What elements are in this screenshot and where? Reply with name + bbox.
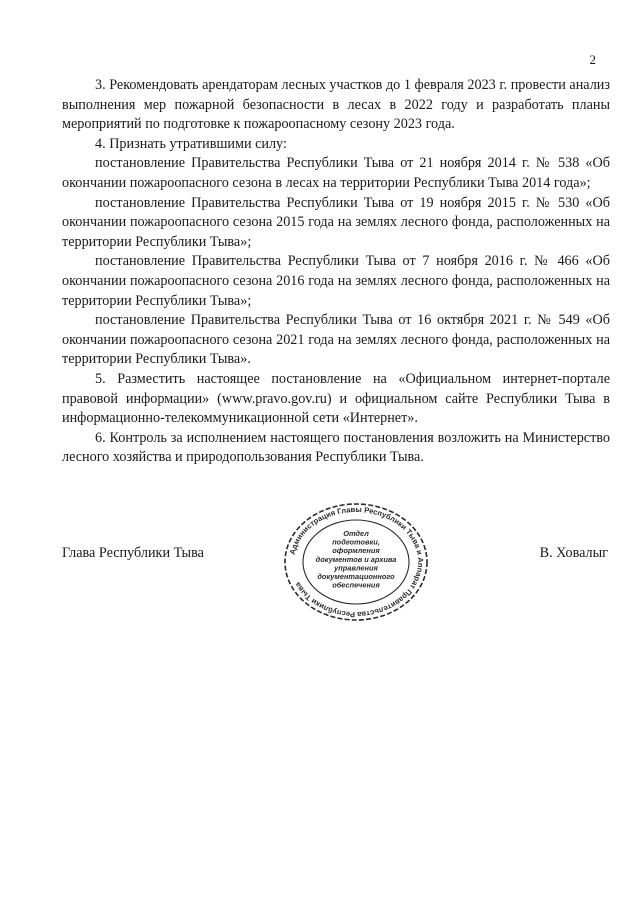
seal-center-line: подготовки, <box>332 537 380 547</box>
repealed-decree-2016: постановление Правительства Республики Тыва от 7 ноября 2016 г. № 466 «Об окончании пожароопасного сезона 2016 года на землях лесного фонда, расположенных на территории Республики Тыва»; <box>62 253 610 309</box>
seal-center-line: управления <box>334 563 378 573</box>
signature-block <box>0 500 640 640</box>
paragraph-item-3: 3. Рекомендовать арендаторам лесных участков до 1 февраля 2023 г. провести анализ выполнения мер пожарной безопасности в лесах в 2022 году и разработать планы мероприятий по подготовке к пожароопасному сезону 2023 года. <box>62 77 610 133</box>
seal-center-line: документов и архива <box>315 554 397 564</box>
official-seal-stamp <box>281 500 431 624</box>
seal-ring-text: Администрация Главы Республики Тыва и Аппарат Правительства Республики Тыва <box>287 504 426 620</box>
seal-center-line: документационного <box>317 572 395 581</box>
signer-title: Глава Республики Тыва <box>62 545 204 561</box>
repealed-decree-2021: постановление Правительства Республики Тыва от 16 октября 2021 г. № 549 «Об окончании пожароопасного сезона 2021 года на землях лесного фонда, расположенных на территории Республики Тыва». <box>62 312 610 368</box>
seal-center-line: Отдел <box>343 529 369 538</box>
seal-center-line: обеспечения <box>332 580 380 590</box>
seal-center-line: оформления <box>332 546 380 556</box>
repealed-decree-2014: постановление Правительства Республики Тыва от 21 ноября 2014 г. № 538 «Об окончании пожароопасного сезона в лесах на территории Республики Тыва 2014 года»; <box>62 155 610 191</box>
paragraph-item-6: 6. Контроль за исполнением настоящего постановления возложить на Министерство лесного хозяйства и природопользования Республики Тыва. <box>62 429 610 466</box>
paragraph-item-5: 5. Разместить настоящее постановление на «Официальном интернет-портале правовой информации» (www.pravo.gov.ru) и официальном сайте Республики Тыва в информационно-телекоммуникационной сети «Интернет». <box>62 370 610 427</box>
repealed-decree-2015: постановление Правительства Республики Тыва от 19 ноября 2015 г. № 530 «Об окончании пожароопасного сезона 2015 года на землях лесного фонда, расположенных на территории Республики Тыва»; <box>62 194 610 250</box>
document-body <box>62 76 610 468</box>
seal-center-text <box>316 529 397 590</box>
paragraph-item-4: 4. Признать утратившими силу: <box>95 135 287 152</box>
signer-name: В. Ховалыг <box>539 545 608 561</box>
page-number: 2 <box>589 52 596 67</box>
